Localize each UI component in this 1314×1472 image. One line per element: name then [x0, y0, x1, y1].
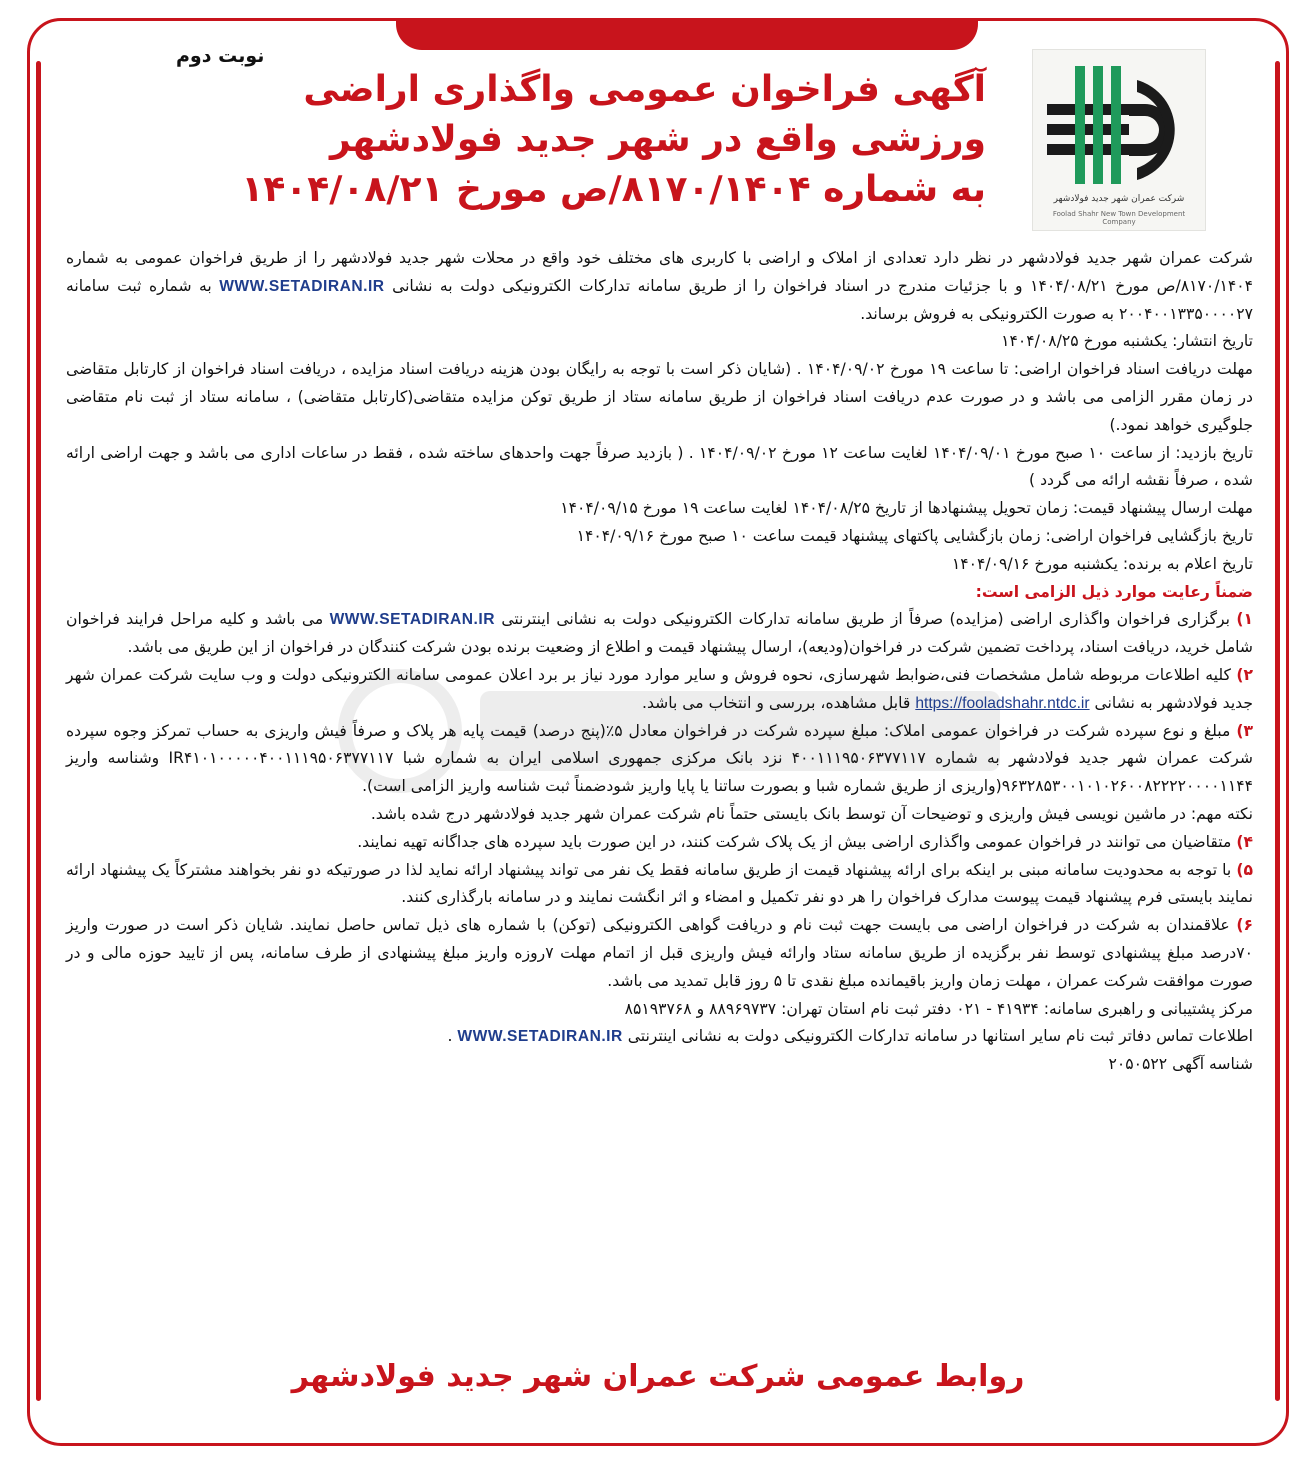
- item-text: کلیه اطلاعات مربوطه شامل مشخصات فنی،ضوابط شهرسازی، نحوه فروش و سایر موارد مورد نیاز بر برد اعلان عمومی سامانه الکترونیکی دولت و وب سایت شرکت عمران شهر جدید فولادشهر به نشانی: [66, 665, 1253, 712]
- item-number: ۲): [1236, 665, 1253, 684]
- item-text: علاقمندان به شرکت در فراخوان اراضی می بایست جهت ثبت نام و دریافت گواهی الکترونیکی (توکن) با شماره های ذیل تماس حاصل نمایند. شایان ذکر است در صورت واریز ۷۰درصد مبلغ پیشنهادی توسط نفر برگزیده از طریق سامانه ستاد وارائه فیش واریزی قبل از اتمام مهلت ۷روزه واریز مبلغ پیشنهادی از طرف سامانه، پس از تایید حوزه مالی و در صورت موافقت شرکت عمران ، مهلت زمان واریز باقیمانده مبلغ نقدی تا ۵ روز قابل تمدید می باشد.: [66, 916, 1253, 990]
- list-item: [66, 662, 1253, 718]
- logo-company-name-en: Foolad Shahr New Town Development Company: [1052, 210, 1186, 226]
- visit-date: تاریخ بازدید: از ساعت ۱۰ صبح مورخ ۱۴۰۴/۰۹/۰۱ لغایت ساعت ۱۲ مورخ ۱۴۰۴/۰۹/۰۲ . ( بازدید صرفاً جهت واحدهای ساخته شده ، فقط در ساعات اداری می باشد و جهت اراضی ارائه شده ، صرفاً نقشه ارائه می گردد ): [66, 443, 1254, 490]
- setadiran-link[interactable]: WWW.SETADIRAN.IR: [219, 277, 385, 295]
- item-text: با توجه به محدودیت سامانه مبنی بر اینکه برای ارائه پیشنهاد قیمت از طریق سامانه فقط یک نفر می تواند پیشنهاد ارائه نماید لذا در صورتیکه دو نفر بخواهند مشترکاً یک پیشنهاد ارائه نمایند بایستی فرم پیشنهاد قیمت پیوست مدارک فراخوان را هر دو نفر تکمیل و امضاء و اثر انگشت نمایند و در سامانه بارگذاری کنند.: [66, 860, 1253, 907]
- company-logo-icon: [1045, 62, 1193, 190]
- list-item: [66, 718, 1253, 801]
- docs-deadline: مهلت دریافت اسناد فراخوان اراضی: تا ساعت ۱۹ مورخ ۱۴۰۴/۰۹/۰۲ . (شایان ذکر است با توجه به رایگان بودن هزینه دریافت اسناد مزایده ، دریافت اسناد فراخوان از کارتابل متقاضی در زمان مقرر الزامی می باشد و در صورت عدم دریافت اسناد فراخوان از طریق سامانه ستاد از طریق توکن مزایده متقاضی(کارتابل متقاضی) ، سامانه ستاد از ثبت نام متقاضی جلوگیری خواهد نمود.): [66, 360, 1254, 434]
- item-text-end: می باشد و کلیه مراحل فرایند فراخوان شامل خرید، دریافت اسناد، پرداخت تضمین شرکت در فراخوان(ودیعه)، ارسال پیشنهاد قیمت و اطلاع از وضعیت برنده بودن شرکت کنندگان در فراخوان از این طریق می باشد.: [66, 610, 1253, 657]
- publish-date: تاریخ انتشار: یکشنبه مورخ ۱۴۰۴/۰۸/۲۵: [1001, 332, 1253, 351]
- list-item: [66, 606, 1253, 662]
- intro-text-end: به شماره ثبت سامانه ۲۰۰۴۰۰۱۳۳۵۰۰۰۰۲۷ به صورت الکترونیکی به فروش برساند.: [66, 276, 1253, 323]
- offer-deadline: مهلت ارسال پیشنهاد قیمت: زمان تحویل پیشنهادها از تاریخ ۱۴۰۴/۰۸/۲۵ لغایت ساعت ۱۹ مورخ ۱۴۰۴/۰۹/۱۵: [560, 499, 1253, 518]
- item-text: مبلغ و نوع سپرده شرکت در فراخوان عمومی املاک: مبلغ سپرده شرکت در فراخوان معادل ۵٪(پنج درصد) قیمت پایه هر پلاک و صرفاً فیش واریزی به حساب تمرکز وجوه سپرده شرکت عمران شهر جدید فولادشهر به شماره ۴۰۰۱۱۱۹۵۰۶۳۷۷۱۱۷ نزد بانک مرکزی جمهوری اسلامی ایران به شماره شبا IR۴۱۰۱۰۰۰۰۰۴۰۰۱۱۱۹۵۰۶۳۷۷۱۱۷ وشناسه واریز ۹۶۳۲۸۵۳۰۰۱۰۱۰۲۶۰۰۸۲۲۲۲۰۰۰۰۱۱۴۴(واریزی از طریق شماره شبا و بصورت ساتنا یا پایا واریز شودضمناً ثبت شناسه واریز الزامی است).: [66, 721, 1253, 796]
- setadiran-link[interactable]: WWW.SETADIRAN.IR: [329, 611, 495, 629]
- notes-heading: ضمناً رعایت موارد ذیل الزامی است:: [975, 582, 1253, 601]
- left-red-bar: [36, 61, 41, 1401]
- contact-info: [66, 1023, 1253, 1051]
- logo-company-name-fa: شرکت عمران شهر جدید فولادشهر: [1053, 194, 1185, 204]
- contact-text: اطلاعات تماس دفاتر ثبت نام سایر استانها در سامانه تدارکات الکترونیکی دولت به نشانی اینترنتی: [627, 1027, 1253, 1046]
- item-number: ۱): [1236, 610, 1253, 629]
- round-label: نوبت دوم: [176, 45, 265, 67]
- item-text: متقاضیان می توانند در فراخوان عمومی واگذاری اراضی بیش از یک پلاک شرکت کنند، در این صورت باید سپرده های جداگانه تهیه نمایند.: [357, 832, 1232, 851]
- item-number: ۳): [1236, 721, 1253, 740]
- right-red-bar: [1275, 61, 1280, 1401]
- item-text-end: قابل مشاهده، بررسی و انتخاب می باشد.: [642, 693, 911, 712]
- advertisement-frame: [27, 18, 1289, 1446]
- item-number: ۵): [1236, 860, 1253, 879]
- title-line-2: ورزشی واقع در شهر جدید فولادشهر: [330, 119, 986, 160]
- ad-title: [241, 65, 986, 215]
- fooladshahr-link[interactable]: https://fooladshahr.ntdc.ir: [915, 694, 1090, 712]
- ad-id: شناسه آگهی ۲۰۵۰۵۲۲: [1108, 1055, 1253, 1074]
- title-line-1: آگهی فراخوان عمومی واگذاری اراضی: [303, 69, 986, 110]
- support-info: مرکز پشتیبانی و راهبری سامانه: ۴۱۹۳۴ - ۰۲۱ دفتر ثبت نام استان تهران: ۸۸۹۶۹۷۳۷ و ۸۵۱۹۳۷۶۸: [624, 999, 1253, 1018]
- setadiran-link[interactable]: WWW.SETADIRAN.IR: [457, 1028, 623, 1046]
- contact-text-end: .: [447, 1027, 453, 1046]
- list-item: [66, 857, 1253, 913]
- title-line-3: به شماره ۸۱۷۰/۱۴۰۴/ص مورخ ۱۴۰۴/۰۸/۲۱: [241, 169, 986, 210]
- item-number: ۶): [1236, 916, 1253, 935]
- opening-date: تاریخ بازگشایی فراخوان اراضی: زمان بازگشایی پاکتهای پیشنهاد قیمت ساعت ۱۰ صبح مورخ ۱۴۰۴/۰۹/۱۶: [576, 526, 1253, 545]
- winner-date: تاریخ اعلام به برنده: یکشنبه مورخ ۱۴۰۴/۰۹/۱۶: [951, 554, 1253, 573]
- important-note: نکته مهم: در ماشین نویسی فیش واریزی و توضیحات آن توسط بانک بایستی حتماً نام شرکت عمران شهر جدید فولادشهر درج شده باشد.: [370, 804, 1253, 823]
- list-item: [66, 912, 1253, 995]
- item-text: برگزاری فراخوان واگذاری اراضی (مزایده) صرفاً از طریق سامانه تدارکات الکترونیکی دولت به نشانی اینترنتی: [501, 610, 1230, 629]
- intro-text: شرکت عمران شهر جدید فولادشهر در نظر دارد تعدادی از املاک و اراضی با کاربری های مختلف خود واقع در محلات شهر جدید فولادشهر را از طریق فراخوان عمومی به شماره ۸۱۷۰/۱۴۰۴/ص مورخ ۱۴۰۴/۰۸/۲۱ و با جزئیات مندرج در اسناد فراخوان را از طریق سامانه تدارکات الکترونیکی دولت به نشانی: [66, 249, 1253, 295]
- footer-signature: روابط عمومی شرکت عمران شهر جدید فولادشهر: [291, 1359, 1025, 1394]
- item-number: ۴): [1236, 832, 1253, 851]
- list-item: [66, 829, 1253, 857]
- top-red-tab: [396, 18, 978, 50]
- intro-paragraph: [66, 245, 1253, 328]
- ad-body: [66, 245, 1253, 1079]
- company-logo: [1032, 49, 1206, 231]
